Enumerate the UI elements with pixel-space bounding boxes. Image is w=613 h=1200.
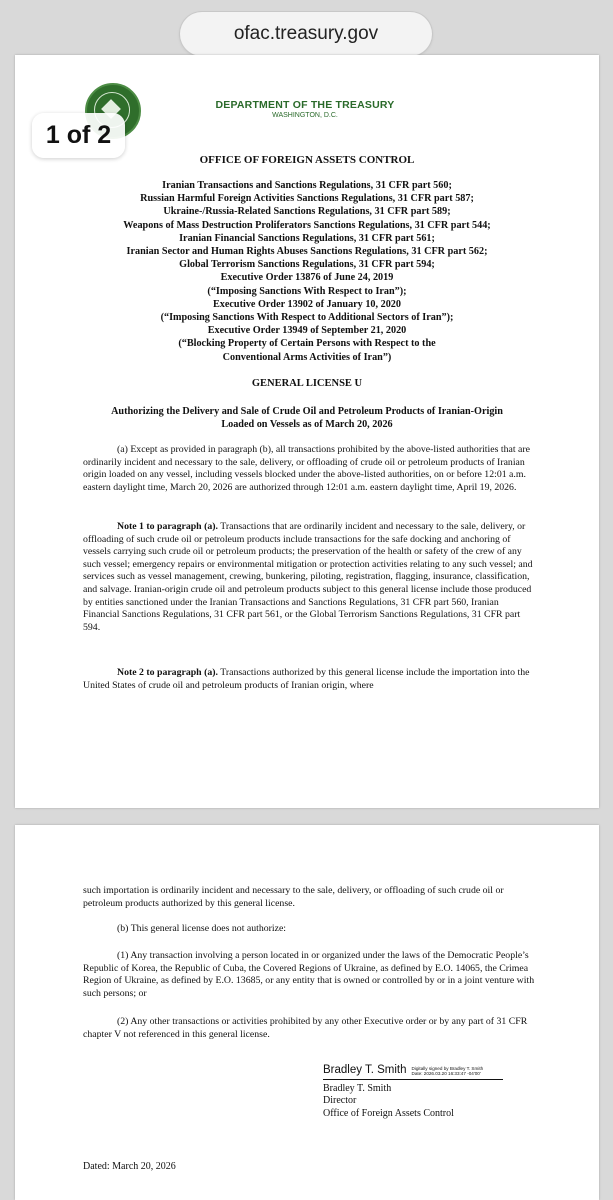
- regulation-line: Russian Harmful Foreign Activities Sanctions Regulations, 31 CFR part 587;: [140, 193, 474, 205]
- document-page-1[interactable]: [15, 55, 599, 808]
- document-page-2[interactable]: [15, 825, 599, 1200]
- regulation-line: Global Terrorism Sanctions Regulations, 31 CFR part 594;: [179, 259, 435, 271]
- department-location: WASHINGTON, D.C.: [272, 112, 338, 119]
- dated-line: Dated: March 20, 2026: [83, 1161, 176, 1172]
- regulation-line: Executive Order 13949 of September 21, 2020: [207, 325, 407, 337]
- department-name: DEPARTMENT OF THE TREASURY: [215, 99, 395, 111]
- item-1-text: (1) Any transaction involving a person located in or organized under the laws of the Democratic People’s Republic of Korea, the Republic of Cuba, the Covered Regions of Ukraine, as defined by E.O. 14065, the Crimea Region of Ukraine, as defined by E.O. 13685, or any entity that is owned or controlled by or in a joint venture with such persons; or: [83, 950, 535, 999]
- regulation-line: (“Imposing Sanctions With Respect to Iran”);: [207, 285, 407, 297]
- paragraph-b: [83, 923, 537, 936]
- regulation-line: Iranian Transactions and Sanctions Regulations, 31 CFR part 560;: [162, 180, 452, 191]
- regulation-line: Executive Order 13876 of June 24, 2019: [220, 272, 394, 284]
- regulation-line: Iranian Financial Sanctions Regulations, 31 CFR part 561;: [179, 232, 435, 244]
- address-bar[interactable]: [180, 12, 432, 56]
- digital-signature-meta-line: Date: 2026.03.20 16:33:47 -04'00': [411, 1071, 481, 1077]
- note-2-label: Note 2 to paragraph (a).: [117, 667, 218, 678]
- note-1-label: Note 1 to paragraph (a).: [117, 521, 218, 532]
- item-2-text: (2) Any other transactions or activities prohibited by any other Executive order or by any part of 31 CFR chapter V not referenced in this general license.: [83, 1016, 528, 1040]
- signer-title: Director: [323, 1095, 357, 1106]
- paragraph-b-item-1: [83, 950, 537, 1000]
- paragraph-a-text: (a) Except as provided in paragraph (b), all transactions prohibited by the above-listed authorities that are ordinarily incident and necessary to the sale, delivery, or offloading of crude oil or petroleum products of Iranian origin loaded on any vessel, including vessels blocked under the above-listed authorities, on or before 12:01 a.m. eastern daylight time, March 20, 2026 are authorized through 12:01 a.m. eastern daylight time, April 19, 2026.: [83, 444, 530, 493]
- url-text: ofac.treasury.gov: [233, 23, 379, 44]
- regulation-line: Ukraine-/Russia-Related Sanctions Regulations, 31 CFR part 589;: [163, 206, 451, 218]
- letterhead: [205, 99, 405, 119]
- digital-signature-meta: [412, 1066, 484, 1077]
- regulation-line: (“Imposing Sanctions With Respect to Additional Sectors of Iran”);: [160, 312, 454, 324]
- regulation-line: Weapons of Mass Destruction Proliferators Sanctions Regulations, 31 CFR part 544;: [123, 219, 491, 231]
- office-heading: OFFICE OF FOREIGN ASSETS CONTROL: [199, 154, 415, 166]
- authorization-line: Authorizing the Delivery and Sale of Crude Oil and Petroleum Products of Iranian-Origin: [111, 406, 503, 417]
- signature-block: [323, 1064, 503, 1120]
- note-1: [83, 521, 537, 634]
- regulation-line: Iranian Sector and Human Rights Abuses Sanctions Regulations, 31 CFR part 562;: [126, 246, 488, 258]
- digital-signature-name: Bradley T. Smith: [323, 1064, 407, 1076]
- regulation-line: Executive Order 13902 of January 10, 2020: [213, 298, 401, 310]
- regulation-line: Conventional Arms Activities of Iran”): [222, 351, 392, 363]
- digital-signature: [323, 1064, 503, 1080]
- regulation-line: (“Blocking Property of Certain Persons with Respect to the: [178, 338, 436, 350]
- note-2-text: Transactions authorized by this general license include the importation into the United States of crude oil and petroleum products of Iranian origin, where: [83, 667, 530, 691]
- note-1-text: Transactions that are ordinarily incident and necessary to the sale, delivery, or offloading of such crude oil or petroleum products include transactions for the safe docking and anchoring of vessels carrying such crude oil or petroleum products; the preservation of the health or safety of the crew of any such vessel; emergency repairs or environmental mitigation or protection activities relating to any such vessel; and services such as vessel management, crewing, bunkering, piloting, registration, flagging, insurance, classification, and salvage. Iranian-origin crude oil and petroleum products subject to this general license include those produced by entities sanctioned under the Iranian Transactions and Sanctions Regulations, 31 CFR part 560, Iranian Financial Sanctions Regulations, 31 CFR part 561, or the Global Terrorism Sanctions Regulations, 31 CFR part 594.: [83, 521, 533, 633]
- license-title: GENERAL LICENSE U: [251, 378, 363, 389]
- signer-name: Bradley T. Smith: [323, 1082, 392, 1094]
- note-2: [83, 667, 537, 692]
- signer-office: Office of Foreign Assets Control: [323, 1107, 454, 1119]
- authorization-line: Loaded on Vessels as of March 20, 2026: [221, 419, 393, 430]
- paragraph-b-text: (b) This general license does not authorize:: [117, 923, 287, 934]
- paragraph-b-item-2: [83, 1016, 537, 1041]
- regulations-list: [85, 179, 529, 364]
- digital-signature-meta-line: Digitally signed by Bradley T. Smith: [411, 1065, 484, 1071]
- page-counter: 1 of 2: [32, 113, 125, 158]
- authorization-heading: [85, 405, 529, 431]
- paragraph-a: [83, 444, 537, 494]
- continuation-text: such importation is ordinarily incident and necessary to the sale, delivery, or offloading of such crude oil or petroleum products authorized by this general license.: [83, 885, 504, 909]
